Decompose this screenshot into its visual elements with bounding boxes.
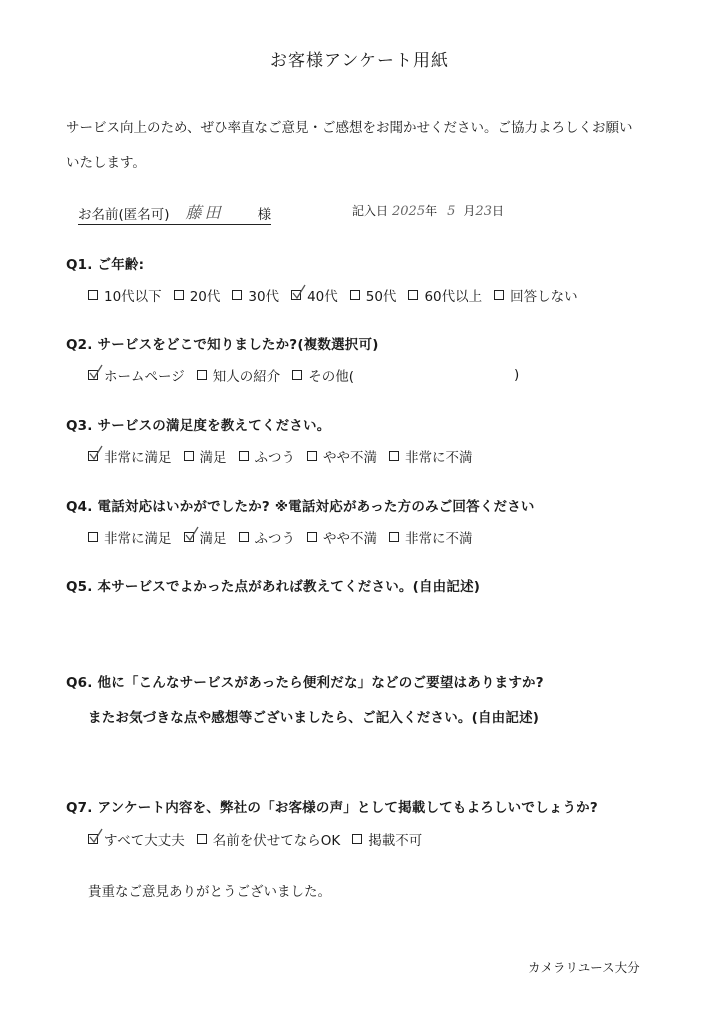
- q1-options: [88, 285, 590, 305]
- checkbox-option[interactable]: [239, 446, 296, 466]
- checkbox-option[interactable]: [389, 446, 473, 466]
- checkbox-option[interactable]: [307, 446, 377, 466]
- checkbox[interactable]: [184, 451, 194, 461]
- checkbox[interactable]: [307, 451, 317, 461]
- checkbox-option[interactable]: [239, 527, 296, 547]
- date-year[interactable]: 2025: [392, 204, 426, 219]
- checkbox-label: 非常に満足: [104, 450, 172, 466]
- q6-label: Q6. 他に「こんなサービスがあったら便利だな」などのご要望はありますか?: [66, 675, 544, 691]
- closing-message: 貴重なご意見ありがとうございました。: [88, 884, 331, 900]
- checkbox-label: 回答しない: [510, 289, 578, 305]
- checkbox-option[interactable]: [389, 527, 473, 547]
- q4-options: [88, 527, 485, 547]
- checkbox[interactable]: [88, 290, 98, 300]
- checkbox-option[interactable]: [174, 285, 221, 305]
- q7-options: [88, 829, 434, 849]
- checkbox-option[interactable]: [184, 527, 227, 547]
- date-day[interactable]: 23: [475, 204, 492, 219]
- checkbox-label: 40代: [307, 289, 338, 305]
- checkbox-label: ふつう: [254, 450, 295, 466]
- name-suffix: 様: [257, 207, 272, 223]
- checkbox-label: 非常に不満: [405, 531, 473, 547]
- checkbox[interactable]: [350, 290, 360, 300]
- company-name: カメラリユース大分: [528, 960, 640, 975]
- check-mark-icon: [89, 446, 103, 460]
- checkbox-option[interactable]: [232, 285, 279, 305]
- checkbox[interactable]: [389, 532, 399, 542]
- q2-label: Q2. サービスをどこで知りましたか?(複数選択可): [66, 337, 379, 353]
- checkbox-option[interactable]: [197, 365, 281, 385]
- date-label: 記入日: [352, 204, 389, 218]
- q2-options: [88, 365, 519, 385]
- q6-label-2: またお気づきな点や感想等ございましたら、ご記入ください。(自由記述): [88, 710, 540, 726]
- checkbox-checked[interactable]: [88, 370, 98, 380]
- checkbox-option[interactable]: [88, 829, 185, 849]
- checkbox-option[interactable]: [352, 829, 422, 849]
- checkbox[interactable]: [174, 290, 184, 300]
- checkbox-label: 50代: [365, 289, 397, 305]
- q1-label: Q1. ご年齢:: [66, 257, 145, 273]
- checkbox-option[interactable]: [88, 285, 162, 305]
- checkbox-checked[interactable]: [184, 532, 194, 542]
- checkbox-label: すべて大丈夫: [104, 833, 185, 849]
- q5-label: Q5. 本サービスでよかった点があれば教えてください。(自由記述): [66, 579, 481, 595]
- checkbox[interactable]: [239, 532, 249, 542]
- date-month[interactable]: 5: [447, 204, 456, 219]
- checkbox-label: 30代: [248, 289, 280, 305]
- checkbox-option[interactable]: [350, 285, 397, 305]
- checkbox[interactable]: [232, 290, 242, 300]
- checkbox-checked[interactable]: [88, 451, 98, 461]
- checkbox-label: 名前を伏せてならOK: [212, 833, 341, 849]
- checkbox-label: 60代以上: [424, 289, 483, 305]
- q4-label: Q4. 電話対応はいかがでしたか? ※電話対応があった方のみご回答ください: [66, 499, 535, 515]
- date-row: [352, 202, 504, 219]
- name-handwritten: 藤田: [185, 203, 224, 222]
- checkbox-label: やや不満: [323, 450, 377, 466]
- check-mark-icon: [89, 829, 103, 843]
- checkbox-checked[interactable]: [291, 290, 301, 300]
- checkbox-option[interactable]: [88, 365, 185, 385]
- checkbox-label: ふつう: [254, 531, 295, 547]
- check-mark-icon: [89, 365, 103, 379]
- checkbox-label: 非常に不満: [405, 450, 473, 466]
- checkbox-label: 知人の紹介: [212, 369, 281, 385]
- q7-label: Q7. アンケート内容を、弊社の「お客様の声」として掲載してもよろしいでしょうか?: [66, 800, 598, 816]
- q2-paren-close: ): [514, 367, 520, 383]
- checkbox-option[interactable]: [88, 446, 172, 466]
- checkbox[interactable]: [239, 451, 249, 461]
- checkbox-option[interactable]: [307, 527, 377, 547]
- checkbox-option[interactable]: [291, 285, 338, 305]
- checkbox-option[interactable]: [292, 365, 354, 385]
- name-label: お名前(匿名可): [78, 207, 170, 223]
- checkbox-label: 満足: [199, 450, 227, 466]
- q3-options: [88, 446, 485, 466]
- name-row: [78, 200, 271, 225]
- checkbox-label: 満足: [199, 531, 227, 547]
- intro-line-2: いたします。: [66, 155, 146, 171]
- checkbox-option[interactable]: [88, 527, 172, 547]
- checkbox[interactable]: [389, 451, 399, 461]
- checkbox-label: 非常に満足: [104, 531, 172, 547]
- q3-label: Q3. サービスの満足度を教えてください。: [66, 418, 331, 434]
- checkbox-label: 掲載不可: [368, 833, 423, 849]
- checkbox-option[interactable]: [184, 446, 227, 466]
- checkbox-label: ホームページ: [104, 369, 185, 385]
- checkbox-label: その他(: [308, 369, 355, 385]
- checkbox[interactable]: [292, 370, 302, 380]
- checkbox-label: 10代以下: [104, 289, 162, 305]
- checkbox-label: やや不満: [323, 531, 377, 547]
- checkbox[interactable]: [494, 290, 504, 300]
- checkbox-option[interactable]: [494, 285, 578, 305]
- check-mark-icon: [292, 285, 306, 299]
- date-year-unit: 年: [425, 204, 438, 218]
- checkbox-option[interactable]: [197, 829, 340, 849]
- date-day-unit: 日: [491, 204, 504, 218]
- checkbox-checked[interactable]: [88, 834, 98, 844]
- checkbox[interactable]: [88, 532, 98, 542]
- checkbox[interactable]: [352, 834, 362, 844]
- checkbox-option[interactable]: [408, 285, 482, 305]
- checkbox-label: 20代: [189, 289, 221, 305]
- checkbox[interactable]: [197, 834, 207, 844]
- date-month-unit: 月: [463, 204, 476, 218]
- page-title: お客様アンケート用紙: [270, 51, 449, 71]
- intro-line-1: サービス向上のため、ぜひ率直なご意見・ご感想をお聞かせください。ご協力よろしくお願い: [66, 120, 633, 136]
- check-mark-icon: [185, 527, 199, 541]
- name-field[interactable]: [78, 200, 271, 225]
- checkbox[interactable]: [408, 290, 418, 300]
- checkbox[interactable]: [197, 370, 207, 380]
- q2-option-list: [88, 365, 366, 385]
- checkbox[interactable]: [307, 532, 317, 542]
